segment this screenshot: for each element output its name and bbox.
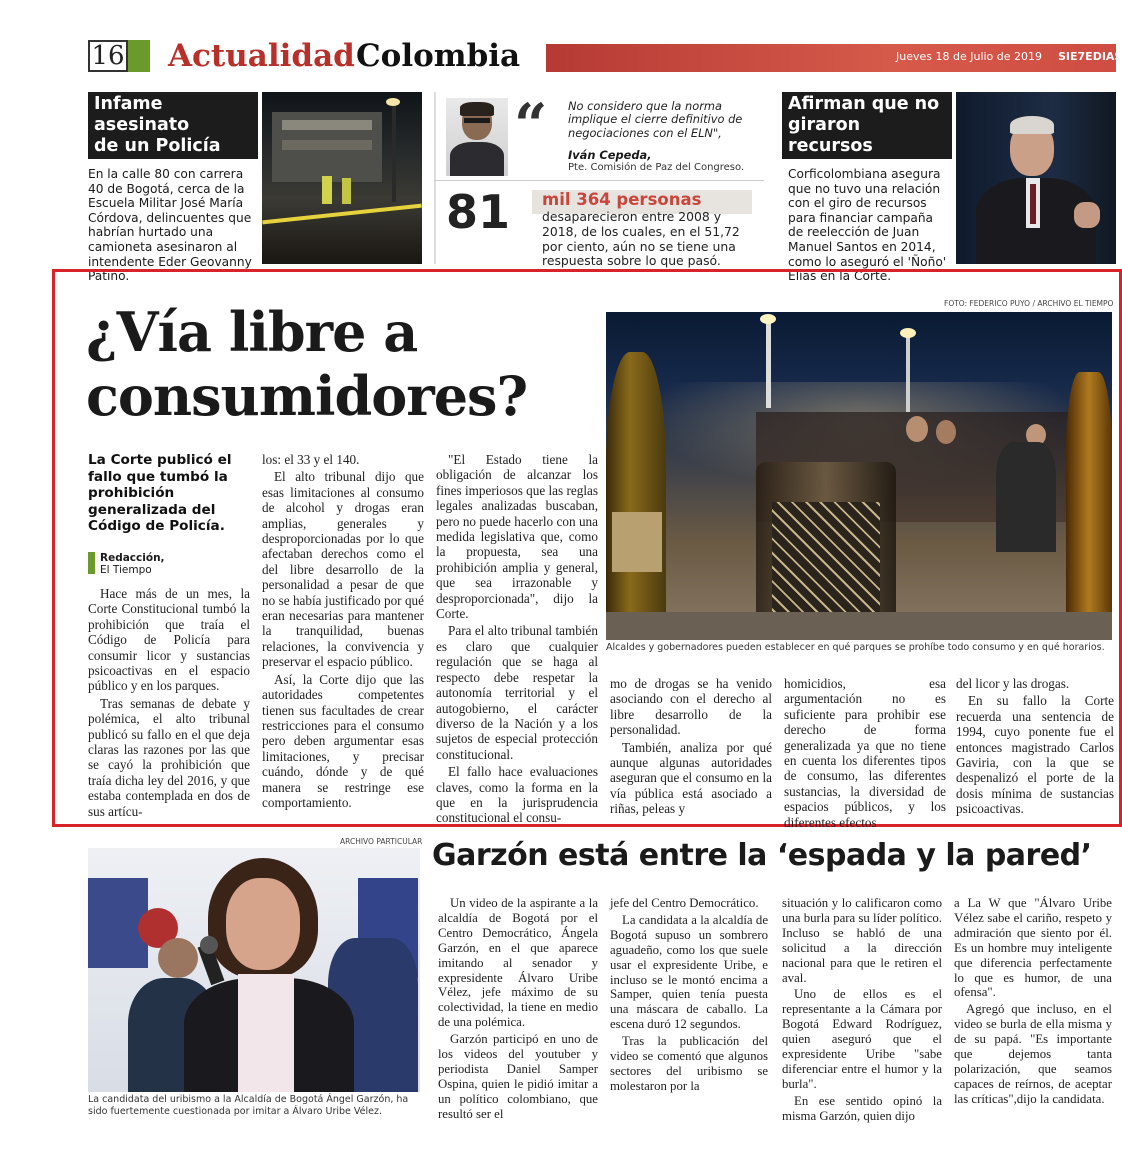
stat-heading: mil 364 personas <box>542 190 702 209</box>
divider <box>434 180 764 181</box>
story-column-3 <box>436 452 598 828</box>
paragraph: situación y lo calificaron como una burla para su líder político. Incluso se habló de una solicitud a la dirección nacional para que le retiren el aval. <box>782 896 942 985</box>
paragraph: Para el alto tribunal también es claro que cualquier regulación que se haga al respecto debe respetar la autonomía territorial y el autogobierno, el carácter diverso de la Nación y a los sujetos de especial protección constitucional. <box>436 623 598 762</box>
paragraph: Hace más de un mes, la Corte Constitucional tumbó la prohibición que traía el Código de Policía para consumir licor y sustancias psicoactivas en el espacio público y en los parques. <box>88 586 250 694</box>
paragraph: También, analiza por qué aunque algunas autoridades aseguran que el consumo en la vía pública está asociado a riñas, peleas y <box>610 739 772 817</box>
byline-author: Redacción, <box>100 552 165 564</box>
ivan-cepeda-photo <box>446 98 508 176</box>
teaser-right-title-line1: Afirman que no <box>788 94 940 114</box>
paragraph: Tras semanas de debate y polémica, el alto tribunal publicó su fallo en el que deja claras las razones por las que se cayó la prohibición que traía dicha ley del 2016, y que estaba contemplada en dos de sus artícu- <box>88 695 250 819</box>
section-title-actualidad: Actualidad <box>168 38 355 74</box>
teaser-left-body: En la calle 80 con carrera 40 de Bogotá, cerca de la Escuela Militar José María Córdova, delincuentes que habrían hurtado una camioneta asesinaron al intendente Eder Geovanny Patiño. <box>88 167 252 284</box>
story-column-1 <box>88 586 250 821</box>
stat-big-number: 81 <box>446 185 511 239</box>
bottles-in-park-photo <box>606 312 1112 640</box>
story-column-6 <box>956 676 1114 819</box>
paragraph: Garzón participó en uno de los videos del youtuber y periodista Daniel Samper Ospina, quien le pidió imitar a un político colombiano, que resultó ser el <box>438 1032 598 1121</box>
paragraph: Agregó que incluso, en el video se burla de ella misma y de su papá. "Es importante que dejemos tanta polarización, que seamos capaces de reírnos, de aceptar las críticas",dijo la candidata. <box>954 1002 1112 1106</box>
story-column-2 <box>262 452 424 812</box>
crime-scene-photo <box>262 92 422 264</box>
paragraph: a La W que "Álvaro Uribe Vélez sabe el cariño, respeto y admiración que siento por él. Es un hombre muy inteligente que diferencia perfectamente lo que es humor, de una ofensa". <box>954 896 1112 1000</box>
paragraph: del licor y las drogas. <box>956 676 1070 691</box>
paragraph: Tras la publicación del video se comentó que algunos sectores del uribismo se molestaron por la <box>610 1034 768 1093</box>
story2-column-3 <box>782 896 942 1126</box>
paragraph: Uno de ellos es el representante a la Cámara por Bogotá Edward Rodríguez, quien aseguró que el expresidente Uribe "sabe diferenciar entre el humor y la burla". <box>782 987 942 1091</box>
teaser-left-title-line1: Infame asesinato <box>94 94 190 135</box>
teaser-right-body: Corficolombiana asegura que no tuvo una relación con el giro de recursos para financiar campaña de reelección de Juan Manuel Santos en 2014, como lo aseguró el 'Ñoño' Elías en la Corte. <box>788 167 947 284</box>
paragraph: Así, la Corte dijo que las autoridades competentes tienen sus facultades de crear restricciones para el consumo pero deben argumentar esas limitaciones, y precisar cuándo, dónde y de qué manera se restringe ese comportamiento. <box>262 671 424 810</box>
photo-caption: Alcaldes y gobernadores pueden establecer en qué parques se prohíbe todo consumo y en qué horarios. <box>606 642 1105 653</box>
page-number-accent <box>128 40 150 72</box>
issue-date: Jueves 18 de Julio de 2019 <box>896 50 1043 63</box>
paragraph: El alto tribunal dijo que esas limitaciones al consumo de alcohol y drogas eran amplias, generales y desproporcionadas por lo que afectaban derechos como el del libre desarrollo de la personalidad a pesar de que no se había justificado por qué eran necesarias para mantener la tranquilidad, buenas relaciones, la convivencia y preservar el espacio público. <box>262 469 424 670</box>
byline-accent <box>88 552 95 574</box>
story-column-5 <box>784 676 946 832</box>
juan-manuel-santos-photo <box>956 92 1116 264</box>
teaser-right <box>782 92 952 284</box>
story-deck: La Corte publicó el fallo que tumbó la prohibición generalizada del Código de Policía. <box>88 452 232 534</box>
story2-column-4 <box>954 896 1112 1109</box>
angela-garzon-photo <box>88 848 420 1092</box>
photo-credit: FOTO: FEDERICO PUYO / ARCHIVO EL TIEMPO <box>944 299 1114 308</box>
page-number: 16 <box>88 40 128 72</box>
teaser-left-title-line2: de un Policía <box>94 136 221 156</box>
main-headline-line1: ¿Vía libre a <box>86 300 418 364</box>
photo-credit-2: ARCHIVO PARTICULAR <box>340 837 423 846</box>
main-headline-line2: consumidores? <box>86 364 528 428</box>
story2-column-1 <box>438 896 598 1124</box>
paragraph: Un video de la aspirante a la alcaldía de Bogotá por el Centro Democrático, Ángela Garzón, en el que aparece imitando al senador y expresidente Álvaro Uribe Vélez, jefe máximo de su colectividad, la tiene en medio de una polémica. <box>438 896 598 1030</box>
paragraph: El fallo hace evaluaciones claves, como la forma en la que en la jurisprudencia constitucional el consu- <box>436 764 598 826</box>
teaser-left <box>88 92 258 284</box>
byline-outlet: El Tiempo <box>100 564 152 576</box>
photo-caption-2: La candidata del uribismo a la Alcaldía de Bogotá Ángel Garzón, ha sido fuertemente cuestionada por imitar a Álvaro Uribe Vélez. <box>88 1094 409 1117</box>
paragraph: En ese sentido opinó la misma Garzón, quien dijo <box>782 1093 942 1123</box>
story-column-4 <box>610 676 772 819</box>
quote-author: Iván Cepeda, <box>568 148 652 162</box>
paragraph: homicidios, esa argumentación no es suficiente para prohibir ese derecho de forma generalizada ya que no tiene en cuenta los diferentes tipos de consumo, las diferentes sustancias, la diversidad de espacios públicos, y los diferentes efectos <box>784 676 946 830</box>
paragraph: los: el 33 y el 140. <box>262 452 360 467</box>
section-title-colombia: Colombia <box>356 38 521 74</box>
paragraph: jefe del Centro Democrático. <box>610 896 759 910</box>
main-headline <box>86 300 646 428</box>
byline <box>100 552 165 576</box>
paragraph: La candidata a la alcaldía de Bogotá supuso un sombrero aguadeño, como los que suele usar el expresidente Uribe, e incluso se le montó encima a Samper, quien tenía puesta una máscara de caballo. La escena duró 12 segundos. <box>610 912 768 1032</box>
teaser-left-title <box>88 92 258 159</box>
paragraph: mo de drogas se ha venido asociando con el derecho al libre desarrollo de la personalidad. <box>610 676 772 738</box>
paragraph: "El Estado tiene la obligación de alcanzar los fines imperiosos que las reglas legales analizadas buscaban, pero no puede hacerlo con una medida legislativa que, como la propuesta, sea una prohibición amplia y general, que sea irrazonable y desproporcionada", dijo la Corte. <box>436 452 598 622</box>
story2-column-2 <box>610 896 768 1096</box>
quote-mark-icon: “ <box>514 91 548 159</box>
stat-body: desaparecieron entre 2008 y 2018, de los cuales, en el 51,72 por ciento, aún no se tiene una respuesta sobre lo que pasó. <box>542 209 740 269</box>
teaser-quote: No considero que la norma implique el cierre definitivo de negociaciones con el ELN", <box>568 99 743 140</box>
newspaper-brand: SIE7EDIAS <box>1058 50 1122 63</box>
quote-author-role: Pte. Comisión de Paz del Congreso. <box>568 162 745 173</box>
second-headline: Garzón está entre la ‘espada y la pared’ <box>432 838 1092 873</box>
paragraph: En su fallo la Corte recuerda una sentencia de 1994, cuyo ponente fue el entonces magistrado Carlos Gaviria, con la que se despenalizó el porte de la dosis mínima de sustancias psicoactivas. <box>956 693 1114 817</box>
teaser-right-title <box>782 92 952 159</box>
teaser-right-title-line2: giraron recursos <box>788 115 873 156</box>
